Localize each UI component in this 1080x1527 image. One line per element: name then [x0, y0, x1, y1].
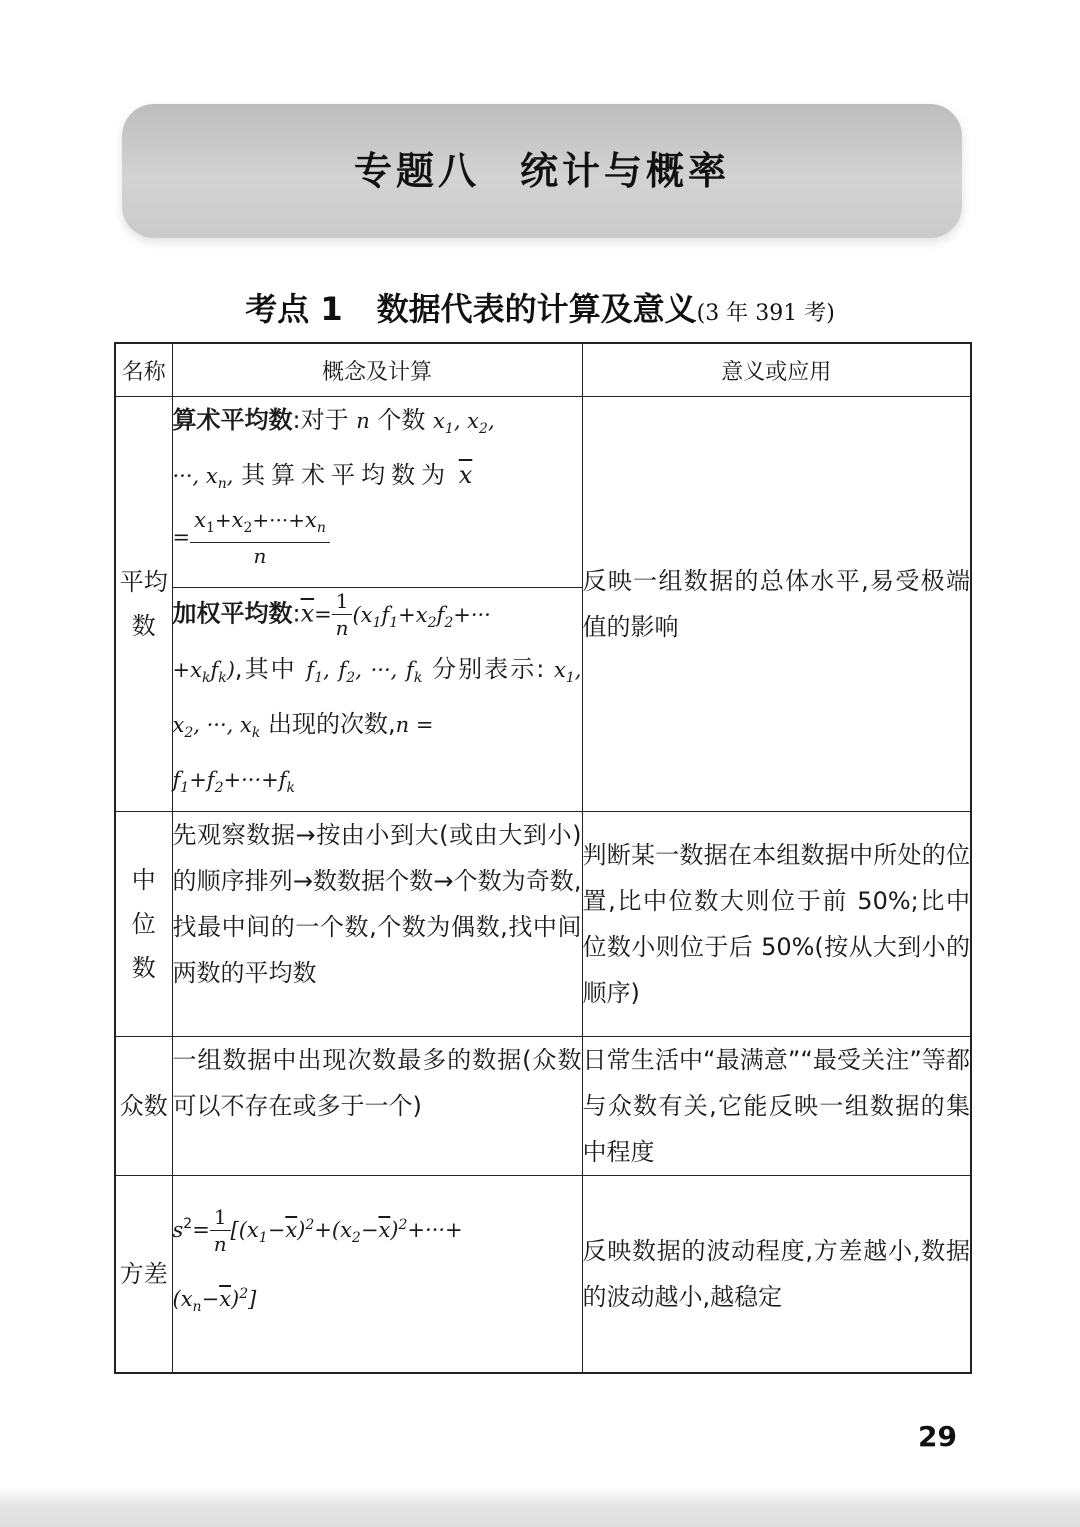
section-exam-count: (3 年 391 考) — [696, 301, 835, 326]
arithmetic-mean-concept: 算术平均数:对于 n 个数 $x_1$, $x_2$, ···, $x_n$, 其算术平均数为 $\overline{x}$ = $\frac{x_1+x_2+\cdot\cdot\cdot+x_n}{n}$ — [172, 397, 582, 588]
mode-concept: 一组数据中出现次数最多的数据(众数可以不存在或多于一个) — [172, 1037, 582, 1176]
row-name-mean: 平均 数 — [115, 397, 172, 812]
table-row-mode — [115, 1037, 971, 1176]
chapter-banner — [122, 104, 962, 238]
header-name: 名称 — [115, 343, 172, 397]
variance-meaning: 反映数据的波动程度,方差越小,数据的波动越小,越稳定 — [582, 1176, 971, 1374]
section-heading: 数据代表的计算及意义 — [376, 290, 697, 328]
median-meaning: 判断某一数据在本组数据中所处的位置,比中位数大则位于前 50%;比中位数小则位于后 50%(按从大到小的顺序) — [582, 812, 971, 1037]
mode-meaning: 日常生活中“最满意”“最受关注”等都与众数有关,它能反映一组数据的集中程度 — [582, 1037, 971, 1176]
row-name-variance: 方差 — [115, 1176, 172, 1374]
row-name-median: 中 位 数 — [115, 812, 172, 1037]
row-name-mode: 众数 — [115, 1037, 172, 1176]
table-row-median — [115, 812, 971, 1037]
table-row-mean-arithmetic — [115, 397, 971, 588]
table-header-row — [115, 343, 971, 397]
arithmetic-mean-formula: $\frac{x_1+x_2+\cdot\cdot\cdot+x_n}{n}$ — [190, 507, 330, 568]
statistics-table — [114, 342, 972, 1374]
page-number: 29 — [918, 1420, 957, 1453]
weighted-mean-concept: 加权平均数$:\overline{x}=$ $\frac{1}{n}$ ($x_1f_1+x_2f_2+\cdot\cdot\cdot$ $+x_kf_k$),其中 $f_1$, $f_2$, ···, $f_k$ 分别表示: $x_1$, $x_2$, ···, $x_k$ 出现的次数,n = $f_1+f_2+\cdot\cdot\cdot+f_k$ — [172, 588, 582, 812]
chapter-title: 专题八 统计与概率 — [353, 149, 731, 193]
header-concept: 概念及计算 — [172, 343, 582, 397]
section-title — [0, 284, 1080, 330]
variance-formula: $s^2=$ $\frac{1}{n}$ [$(x_1-\overline{x})^2+(x_2-\overline{x})^2+\cdot\cdot\cdot+$ $(x_n-\overline{x})^2$] — [172, 1176, 582, 1374]
mean-meaning: 反映一组数据的总体水平,易受极端值的影响 — [582, 397, 971, 812]
header-meaning: 意义或应用 — [582, 343, 971, 397]
table-row-variance — [115, 1176, 971, 1374]
median-concept: 先观察数据→按由小到大(或由大到小)的顺序排列→数数据个数→个数为奇数,找最中间的一个数,个数为偶数,找中间两数的平均数 — [172, 812, 582, 1037]
scan-bottom-edge — [0, 1488, 1080, 1527]
section-label: 考点 1 — [245, 290, 343, 328]
